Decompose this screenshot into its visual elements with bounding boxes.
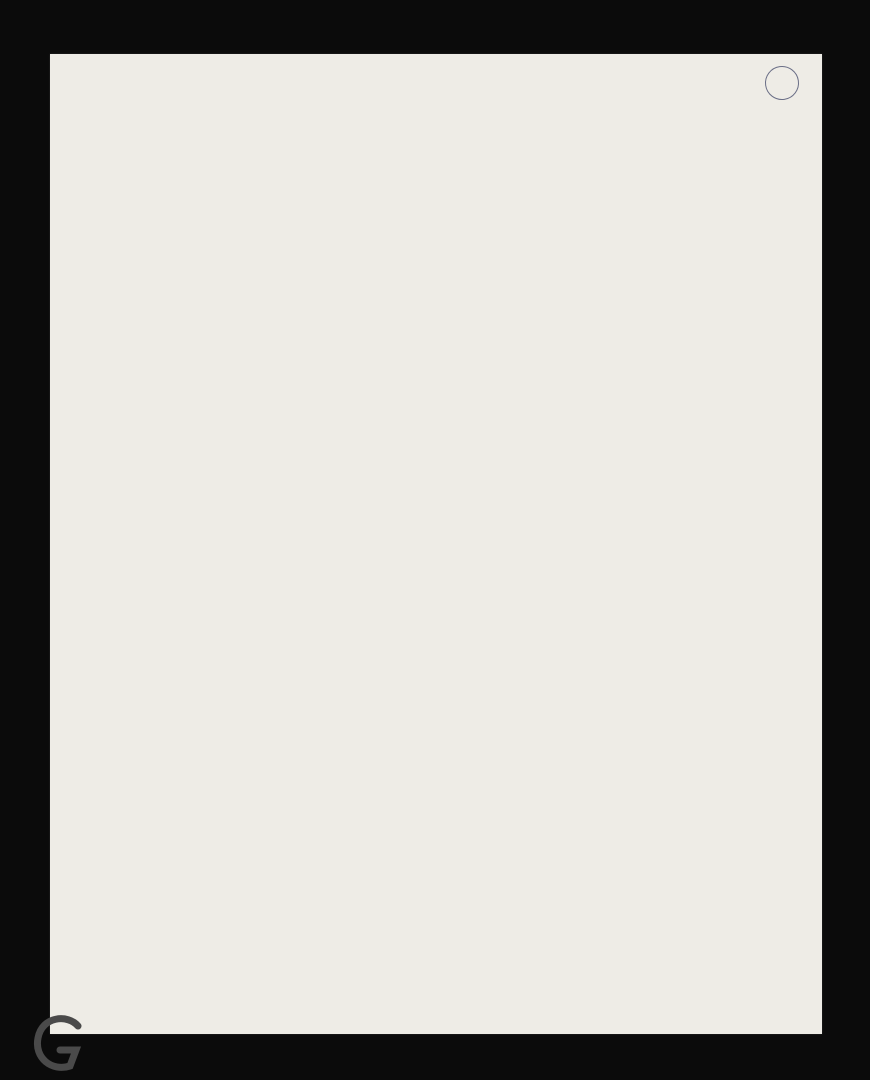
gramsci-logo-icon <box>30 1010 90 1076</box>
document-page <box>50 54 822 1034</box>
